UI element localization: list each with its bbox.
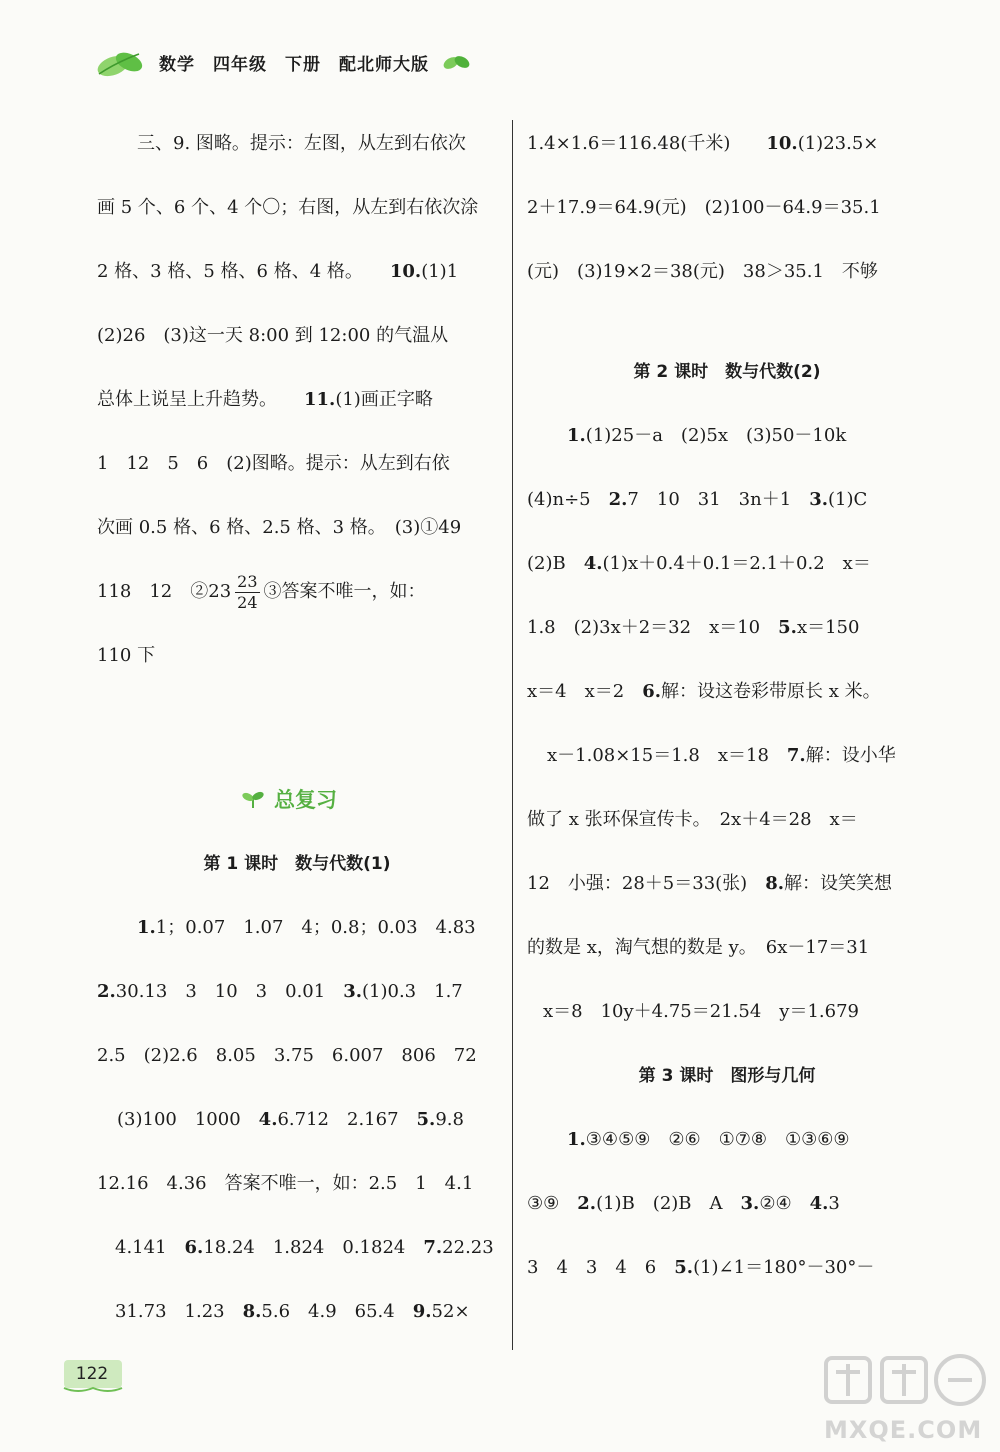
- question-number: 11.: [304, 389, 336, 410]
- question-number: 3.: [809, 489, 828, 510]
- answer-text: 总体上说呈上升趋势。: [97, 389, 268, 410]
- page-number-text: 122: [75, 1364, 109, 1384]
- header-subject: 数学: [159, 54, 195, 75]
- answer-text: 9.8: [435, 1109, 464, 1130]
- question-number: 1.: [137, 917, 156, 938]
- answer-line: [527, 788, 927, 852]
- answer-line: [527, 1172, 927, 1236]
- watermark-url: MXQE.COM: [824, 1416, 983, 1444]
- answer-text: 2＋17.9＝64.9(元) (2)100－64.9＝35.1: [527, 197, 881, 218]
- question-number: 4.: [809, 1193, 829, 1214]
- answer-line: [97, 960, 497, 1024]
- answer-text: (1)C: [827, 489, 868, 510]
- answer-text: (1)B (2)B A: [596, 1193, 723, 1214]
- answer-text: 12 小强：28＋5＝33(张): [527, 873, 748, 894]
- answer-text: ②④: [759, 1193, 792, 1214]
- answer-line: [527, 724, 927, 788]
- answer-line: [97, 1216, 497, 1280]
- lesson-title: 第 3 课时 图形与几何: [638, 1066, 816, 1086]
- answer-line: [97, 112, 497, 176]
- question-number: 9.: [412, 1301, 432, 1322]
- answer-line: [97, 496, 497, 560]
- answer-text: 2.5 (2)2.6 8.05 3.75 6.007 806 72: [97, 1045, 477, 1066]
- question-number: 3.: [740, 1193, 760, 1214]
- fraction-numerator: 23: [237, 571, 258, 591]
- question-number: 7.: [423, 1237, 443, 1258]
- question-number: 4.: [583, 553, 603, 574]
- answer-text: 4.141: [115, 1237, 167, 1258]
- answer-text: (1)x＋0.4＋0.1＝2.1＋0.2 x＝: [602, 553, 871, 574]
- answer-text: 18.24 1.824 0.1824: [203, 1237, 406, 1258]
- answer-line: [97, 624, 497, 688]
- answer-line: [97, 304, 497, 368]
- answer-text: 31.73 1.23: [115, 1301, 225, 1322]
- answer-text: 解：设小华: [805, 745, 896, 766]
- answer-text: (3)100 1000: [117, 1109, 241, 1130]
- answer-text: x＝150: [796, 617, 860, 638]
- answer-text: 做了 x 张环保宣传卡。 2x＋4＝28 x＝: [527, 809, 858, 830]
- sprout-icon: [240, 789, 266, 809]
- section-title-text: 总复习: [274, 788, 337, 812]
- answer-text: 1 12 5 6 (2)图略。提示：从左到右依: [97, 453, 450, 474]
- answer-line: [97, 560, 497, 624]
- page-header: [95, 40, 515, 84]
- answer-text: ③④⑤⑨ ②⑥ ①⑦⑧ ①③⑥⑨: [585, 1129, 850, 1150]
- fraction-denominator: 24: [237, 592, 258, 612]
- answer-line: [97, 1280, 497, 1344]
- fraction: [235, 572, 259, 613]
- question-number: 5.: [674, 1257, 694, 1278]
- section-title: [240, 784, 337, 814]
- answer-line: [97, 240, 497, 304]
- answer-line: [527, 1236, 927, 1300]
- lesson-title: 第 1 课时 数与代数(1): [203, 854, 391, 874]
- question-number: 8.: [242, 1301, 262, 1322]
- answer-line: [97, 1088, 497, 1152]
- small-leaf-icon: [441, 51, 471, 73]
- answer-text: ③⑨: [527, 1193, 560, 1214]
- left-column: [97, 112, 497, 688]
- answer-text: 1.8 (2)3x＋2＝32 x＝10: [527, 617, 761, 638]
- watermark-logo-icon: [822, 1350, 992, 1416]
- question-number: 2.: [97, 981, 116, 1002]
- answer-text: (2)26 (3)这一天 8:00 到 12:00 的气温从: [97, 325, 449, 346]
- answer-text: 12.16 4.36 答案不唯一，如：2.5 1 4.1: [97, 1173, 474, 1194]
- answer-text: 110 下: [97, 645, 156, 666]
- answer-text: x＝4 x＝2: [527, 681, 625, 702]
- answer-line: [527, 240, 927, 304]
- question-number: 2.: [608, 489, 628, 510]
- answer-text: 2 格、3 格、5 格、6 格、4 格。: [97, 261, 354, 282]
- answer-line: [527, 660, 927, 724]
- answer-text: 5.6 4.9 65.4: [261, 1301, 395, 1322]
- answer-text: (1)1: [421, 261, 459, 282]
- answer-text: 解：设笑笑想: [784, 873, 893, 894]
- question-number: 5.: [778, 617, 797, 638]
- answer-text: (1)∠1＝180°－30°－: [693, 1257, 875, 1278]
- answer-text: ③答案不唯一，如：: [263, 581, 426, 602]
- answer-line: [97, 432, 497, 496]
- header-grade: 四年级: [213, 54, 267, 75]
- question-number: 3.: [343, 981, 363, 1002]
- answer-line: [527, 176, 927, 240]
- answer-line: [527, 1108, 927, 1172]
- answer-text: (2)B: [527, 553, 566, 574]
- answer-line: [97, 368, 497, 432]
- answer-line: [97, 896, 497, 960]
- lesson-title: 第 2 课时 数与代数(2): [633, 362, 821, 382]
- question-number: 10.: [389, 261, 422, 282]
- answer-text: 6.712 2.167: [277, 1109, 399, 1130]
- answer-text: (1)25－a (2)5x (3)50－10k: [585, 425, 847, 446]
- answer-text: 的数是 x，淘气想的数是 y。 6x－17＝31: [527, 937, 870, 958]
- answer-text: 解：设这卷彩带原长 x 米。: [661, 681, 881, 702]
- answer-text: 118 12 ②23: [97, 581, 232, 602]
- answer-text: 1.4×1.6＝116.48(千米): [527, 133, 731, 154]
- right-column: [527, 112, 927, 1300]
- answer-line: [97, 1024, 497, 1088]
- answer-line: [527, 596, 927, 660]
- question-number: 7.: [786, 745, 806, 766]
- answer-text: 次画 0.5 格、6 格、2.5 格、3 格。 (3)①49: [97, 517, 462, 538]
- answer-text: (1)0.3 1.7: [362, 981, 463, 1002]
- review-lesson1: [97, 832, 497, 1344]
- answer-text: x－1.08×15＝1.8 x＝18: [547, 745, 769, 766]
- question-number: 1.: [567, 1129, 586, 1150]
- question-number: 5.: [416, 1109, 436, 1130]
- question-number: 1.: [567, 425, 586, 446]
- answer-line: [527, 916, 927, 980]
- page-number: [62, 1356, 124, 1396]
- question-number: 4.: [258, 1109, 278, 1130]
- question-number: 6.: [642, 681, 662, 702]
- answer-text: 7 10 31 3n＋1: [627, 489, 792, 510]
- answer-text: 3 4 3 4 6: [527, 1257, 657, 1278]
- answer-text: (1)画正字略: [335, 389, 433, 410]
- answer-line: [97, 1152, 497, 1216]
- question-number: 6.: [184, 1237, 204, 1258]
- answer-line: [97, 176, 497, 240]
- answer-text: 1；0.07 1.07 4；0.8；0.03 4.83: [155, 917, 476, 938]
- column-divider: [512, 120, 513, 1350]
- answer-line: [527, 532, 927, 596]
- header-volume: 下册: [285, 54, 321, 75]
- answer-text: (1)23.5×: [797, 133, 879, 154]
- answer-line: [527, 404, 927, 468]
- answer-line: [527, 980, 927, 1044]
- answer-text: 22.23: [442, 1237, 494, 1258]
- question-number: 2.: [577, 1193, 597, 1214]
- answer-line: [527, 468, 927, 532]
- answer-text: (元) (3)19×2＝38(元) 38＞35.1 不够: [527, 261, 878, 282]
- answer-line: [527, 852, 927, 916]
- watermark: [822, 1350, 992, 1446]
- question-number: 8.: [765, 873, 785, 894]
- answer-text: (4)n÷5: [527, 489, 591, 510]
- spacer: [527, 304, 927, 340]
- answer-text: 52×: [431, 1301, 470, 1322]
- answer-line: [527, 112, 927, 176]
- answer-text: 画 5 个、6 个、4 个〇；右图，从左到右依次涂: [97, 197, 479, 218]
- answer-text: 三、9. 图略。提示：左图，从左到右依次: [137, 133, 466, 154]
- answer-text: 30.13 3 10 3 0.01: [115, 981, 326, 1002]
- header-edition: 配北师大版: [339, 54, 429, 75]
- answer-text: 3: [828, 1193, 840, 1214]
- answer-text: x＝8 10y＋4.75＝21.54 y＝1.679: [543, 1001, 859, 1022]
- question-number: 10.: [766, 133, 798, 154]
- leaf-logo-icon: [95, 44, 145, 80]
